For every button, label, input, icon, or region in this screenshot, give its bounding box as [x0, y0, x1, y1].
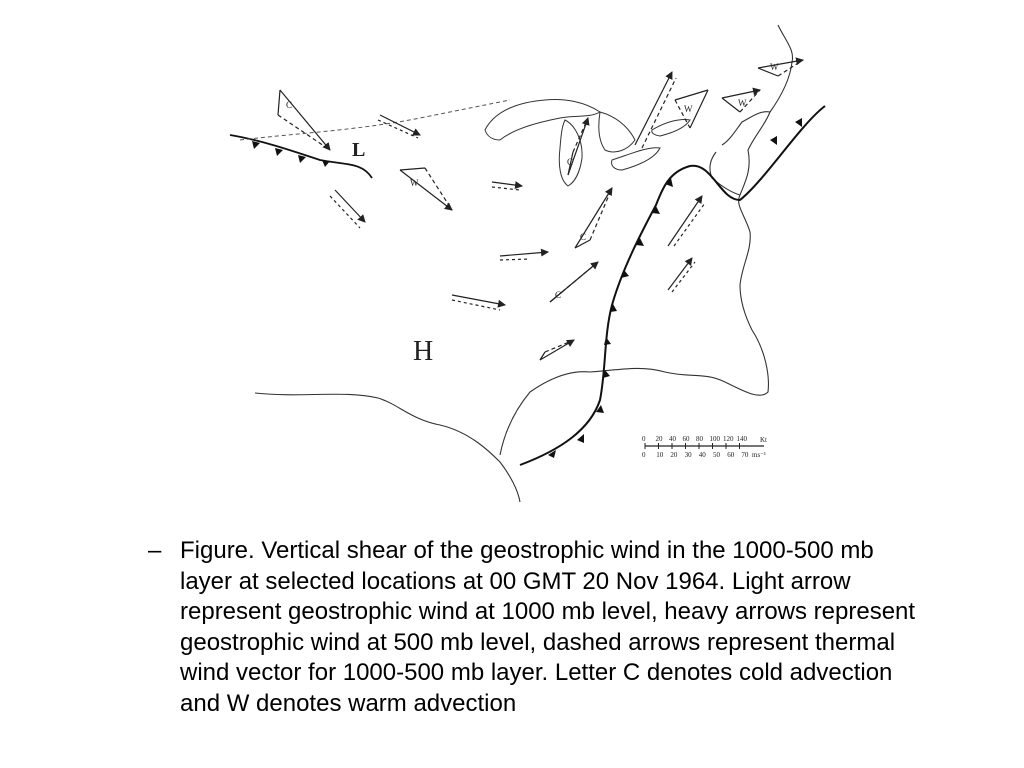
wind-vectors: [278, 60, 803, 360]
scale-ms-tick-label: 40: [698, 451, 706, 459]
vector-triangle: [278, 90, 330, 150]
cold-advection-label: C: [286, 100, 293, 110]
figure-caption: [148, 536, 928, 719]
vector-pair: [668, 196, 705, 246]
northern-front: [230, 100, 510, 178]
scale-bar: [642, 435, 767, 459]
scale-knots-tick-label: 140: [736, 435, 747, 443]
scale-ms-tick-label: 50: [713, 451, 720, 459]
vector-triangle: [635, 72, 676, 148]
scale-knots-tick-label: 40: [669, 435, 676, 443]
vector-pair: [492, 182, 522, 190]
cold-advection-label: C: [555, 290, 562, 300]
vector-pair: [500, 252, 548, 260]
caption-text: Figure. Vertical shear of the geostrophic wind in the 1000-500 mb layer at selected locations at 00 GMT 20 Nov 1964. Light arrow represent geostrophic wind at 1000 mb level, heavy arrows represent geostrophic wind at 500 mb level, dashed arrows represent thermal wind vector for 1000-500 mb layer. Letter C denotes cold advection and W denotes warm advection: [180, 537, 916, 717]
vector-pair: [452, 295, 505, 310]
caption-bullet: –: [148, 537, 162, 564]
great-lakes: [485, 100, 690, 187]
cold-advection-label: C: [567, 157, 574, 167]
scale-knots-tick-label: 20: [655, 435, 663, 443]
scale-ms-tick-label: 60: [727, 451, 735, 459]
scale-ms-tick-label: 10: [656, 451, 664, 459]
scale-knots-unit: Kt: [760, 436, 767, 444]
warm-advection-label: W: [770, 62, 779, 72]
vector-pair: [330, 190, 365, 228]
low-pressure-label: L: [352, 139, 366, 161]
cold-advection-label: C: [580, 232, 587, 242]
vector-triangle: [400, 168, 452, 210]
scale-ms-unit: ms⁻¹: [752, 451, 766, 459]
cold-front: [520, 106, 825, 465]
warm-advection-label: W: [410, 178, 419, 188]
warm-advection-label: W: [684, 104, 693, 114]
vector-pair: [668, 258, 695, 292]
scale-ms-tick-label: 70: [741, 451, 749, 459]
scale-knots-tick-label: 0: [642, 435, 646, 443]
scale-ms-tick-label: 20: [670, 451, 678, 459]
warm-advection-label: W: [738, 98, 747, 108]
scale-knots-tick-label: 100: [709, 435, 720, 443]
vector-triangle: [540, 340, 574, 360]
advection-labels: [286, 62, 779, 300]
scale-ms-tick-label: 0: [642, 451, 646, 459]
scale-knots-tick-label: 80: [696, 435, 703, 443]
scale-knots-tick-label: 120: [723, 435, 734, 443]
vector-pair: [378, 115, 420, 138]
vector-triangle: [758, 60, 803, 76]
high-pressure-label: H: [413, 336, 434, 367]
scale-ms-tick-label: 30: [684, 451, 692, 459]
scale-knots-tick-label: 60: [682, 435, 690, 443]
coastline: [255, 25, 793, 502]
